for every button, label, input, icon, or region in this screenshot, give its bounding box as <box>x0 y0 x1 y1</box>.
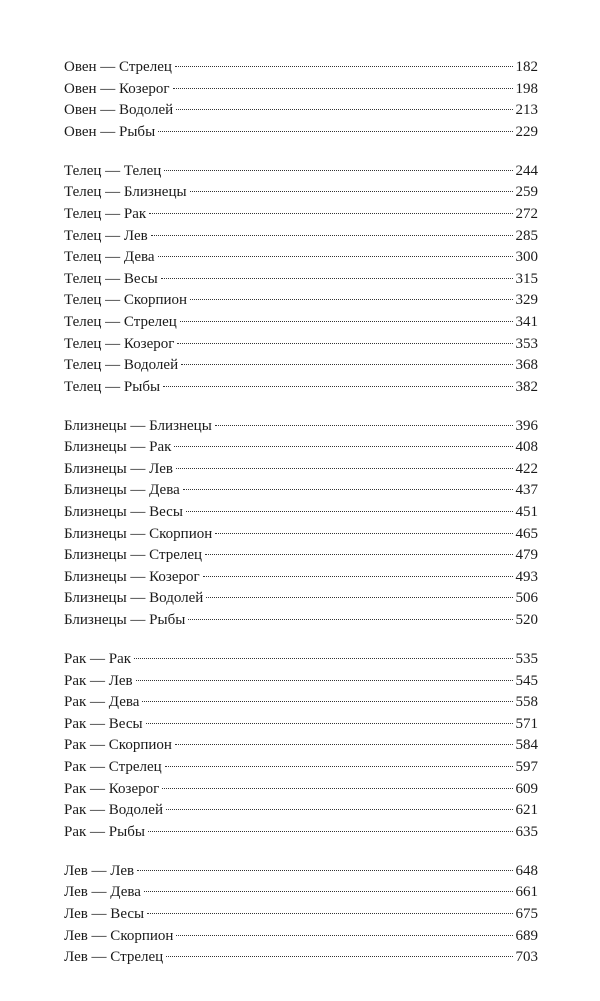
dot-leader <box>190 299 512 300</box>
toc-entry[interactable] <box>64 735 538 757</box>
toc-entry[interactable] <box>64 355 538 377</box>
dot-leader <box>147 913 512 914</box>
toc-entry-page-number: 244 <box>515 162 538 179</box>
dot-leader <box>144 891 513 892</box>
dot-leader <box>176 935 512 936</box>
toc-entry-title: Лев — Весы <box>64 905 145 922</box>
toc-group <box>64 416 538 632</box>
toc-entry-page-number: 300 <box>515 249 538 266</box>
dot-leader <box>215 533 512 534</box>
toc-entry-page-number: 198 <box>515 80 538 97</box>
toc-entry-title: Близнецы — Весы <box>64 504 183 521</box>
toc-entry-title: Телец — Дева <box>64 249 155 266</box>
toc-entry-page-number: 229 <box>515 123 538 140</box>
dot-leader <box>158 131 512 132</box>
dot-leader <box>163 386 512 387</box>
toc-entry-title: Овен — Стрелец <box>64 59 172 75</box>
toc-entry-page-number: 609 <box>515 780 538 797</box>
toc-entry-title: Рак — Стрелец <box>64 758 162 775</box>
toc-entry[interactable] <box>64 57 538 79</box>
dot-leader <box>148 831 513 832</box>
toc-entry-title: Близнецы — Стрелец <box>64 547 203 564</box>
dot-leader <box>188 619 512 620</box>
toc-entry-title: Овен — Козерог <box>64 80 170 97</box>
toc-entry-page-number: 535 <box>515 651 538 668</box>
toc-entry-page-number: 479 <box>515 547 538 564</box>
toc-entry[interactable] <box>64 882 538 904</box>
toc-entry[interactable] <box>64 182 538 204</box>
toc-entry-title: Телец — Лев <box>64 227 148 244</box>
dot-leader <box>166 809 513 810</box>
dot-leader <box>206 597 512 598</box>
dot-leader <box>161 278 513 279</box>
toc-entry[interactable] <box>64 416 538 438</box>
toc-entry-page-number: 285 <box>515 227 538 244</box>
dot-leader <box>137 870 512 871</box>
toc-entry-page-number: 437 <box>515 482 538 499</box>
toc-entry[interactable] <box>64 714 538 736</box>
dot-leader <box>146 723 513 724</box>
toc-entry-title: Телец — Водолей <box>64 357 179 374</box>
toc-entry-page-number: 329 <box>515 292 538 309</box>
toc-entry[interactable] <box>64 161 538 183</box>
toc-entry-title: Рак — Скорпион <box>64 737 172 754</box>
dot-leader <box>166 956 512 957</box>
toc-entry-title: Телец — Близнецы <box>64 184 187 201</box>
toc-entry[interactable] <box>64 437 538 459</box>
toc-entry[interactable] <box>64 480 538 502</box>
toc-entry-page-number: 341 <box>515 313 538 330</box>
table-of-contents <box>64 57 538 969</box>
dot-leader <box>174 446 512 447</box>
toc-entry-page-number: 408 <box>515 439 538 456</box>
toc-entry-title: Близнецы — Дева <box>64 482 180 499</box>
dot-leader <box>134 658 512 659</box>
toc-group <box>64 57 538 143</box>
toc-entry-title: Телец — Рыбы <box>64 378 161 395</box>
toc-entry-page-number: 506 <box>515 590 538 607</box>
dot-leader <box>165 766 513 767</box>
toc-entry-page-number: 272 <box>515 205 538 222</box>
dot-leader <box>175 744 513 745</box>
toc-entry-title: Близнецы — Скорпион <box>64 525 213 542</box>
toc-entry-page-number: 621 <box>515 802 538 819</box>
toc-entry[interactable] <box>64 567 538 589</box>
toc-entry-title: Овен — Водолей <box>64 102 174 119</box>
toc-entry-page-number: 213 <box>515 102 538 119</box>
toc-entry[interactable] <box>64 588 538 610</box>
toc-entry-title: Рак — Лев <box>64 672 133 689</box>
dot-leader <box>177 343 512 344</box>
toc-entry-title: Телец — Стрелец <box>64 313 177 330</box>
toc-entry-page-number: 422 <box>515 460 538 477</box>
toc-entry-title: Близнецы — Рак <box>64 439 172 456</box>
toc-entry-title: Рак — Рыбы <box>64 823 145 840</box>
dot-leader <box>186 511 513 512</box>
dot-leader <box>164 170 512 171</box>
dot-leader <box>190 191 513 192</box>
toc-entry-title: Лев — Скорпион <box>64 927 174 944</box>
toc-entry-page-number: 396 <box>515 417 538 434</box>
toc-entry-title: Рак — Козерог <box>64 780 160 797</box>
toc-entry-title: Близнецы — Рыбы <box>64 612 186 629</box>
toc-entry-title: Лев — Дева <box>64 884 141 901</box>
toc-entry-title: Рак — Весы <box>64 715 143 732</box>
toc-entry-page-number: 368 <box>515 357 538 374</box>
dot-leader <box>173 88 513 89</box>
toc-entry-page-number: 661 <box>515 884 538 901</box>
toc-entry-page-number: 520 <box>515 612 538 629</box>
toc-entry-page-number: 493 <box>515 568 538 585</box>
toc-entry[interactable] <box>64 122 538 144</box>
toc-entry[interactable] <box>64 692 538 714</box>
toc-entry-page-number: 545 <box>515 672 538 689</box>
toc-entry[interactable] <box>64 79 538 101</box>
toc-entry-page-number: 465 <box>515 525 538 542</box>
toc-entry[interactable] <box>64 377 538 399</box>
toc-group <box>64 861 538 969</box>
toc-entry[interactable] <box>64 671 538 693</box>
toc-entry-page-number: 689 <box>515 927 538 944</box>
toc-entry-title: Телец — Весы <box>64 270 158 287</box>
toc-entry-title: Близнецы — Козерог <box>64 568 200 585</box>
toc-entry[interactable] <box>64 757 538 779</box>
toc-entry[interactable] <box>64 502 538 524</box>
toc-entry-page-number: 451 <box>515 504 538 521</box>
toc-entry-page-number: 558 <box>515 694 538 711</box>
toc-entry-title: Лев — Лев <box>64 862 135 879</box>
toc-entry[interactable] <box>64 947 538 969</box>
toc-entry[interactable] <box>64 459 538 481</box>
toc-entry-page-number: 703 <box>515 949 538 966</box>
toc-entry-page-number: 315 <box>515 270 538 287</box>
toc-entry[interactable] <box>64 226 538 248</box>
toc-entry[interactable] <box>64 800 538 822</box>
toc-entry-page-number: 182 <box>515 59 538 75</box>
toc-entry[interactable] <box>64 545 538 567</box>
toc-entry[interactable] <box>64 610 538 632</box>
dot-leader <box>149 213 512 214</box>
toc-entry-title: Рак — Рак <box>64 651 132 668</box>
toc-entry[interactable] <box>64 312 538 334</box>
dot-leader <box>205 554 512 555</box>
toc-entry-title: Овен — Рыбы <box>64 123 156 140</box>
toc-entry[interactable] <box>64 334 538 356</box>
dot-leader <box>183 489 513 490</box>
toc-entry-title: Рак — Водолей <box>64 802 163 819</box>
toc-entry-title: Близнецы — Водолей <box>64 590 204 607</box>
dot-leader <box>136 680 513 681</box>
toc-entry-title: Телец — Телец <box>64 162 162 179</box>
dot-leader <box>176 468 513 469</box>
toc-entry-page-number: 584 <box>515 737 538 754</box>
dot-leader <box>180 321 513 322</box>
toc-entry[interactable] <box>64 779 538 801</box>
toc-entry[interactable] <box>64 649 538 671</box>
toc-entry-title: Рак — Дева <box>64 694 140 711</box>
dot-leader <box>181 364 512 365</box>
dot-leader <box>158 256 513 257</box>
toc-entry[interactable] <box>64 100 538 122</box>
toc-entry-title: Телец — Рак <box>64 205 147 222</box>
dot-leader <box>203 576 513 577</box>
toc-entry-page-number: 635 <box>515 823 538 840</box>
dot-leader <box>142 701 512 702</box>
toc-entry-page-number: 259 <box>515 184 538 201</box>
toc-group <box>64 161 538 399</box>
toc-entry[interactable] <box>64 290 538 312</box>
dot-leader <box>151 235 513 236</box>
toc-entry[interactable] <box>64 204 538 226</box>
dot-leader <box>176 109 512 110</box>
toc-entry-page-number: 571 <box>515 715 538 732</box>
toc-entry[interactable] <box>64 247 538 269</box>
toc-entry[interactable] <box>64 269 538 291</box>
toc-entry-title: Телец — Козерог <box>64 335 175 352</box>
dot-leader <box>215 425 513 426</box>
toc-entry[interactable] <box>64 904 538 926</box>
toc-entry[interactable] <box>64 926 538 948</box>
toc-entry[interactable] <box>64 524 538 546</box>
toc-entry-title: Телец — Скорпион <box>64 292 188 309</box>
toc-entry-title: Близнецы — Близнецы <box>64 417 212 434</box>
dot-leader <box>162 788 512 789</box>
toc-entry-title: Лев — Стрелец <box>64 949 164 966</box>
toc-entry-title: Близнецы — Лев <box>64 460 173 477</box>
toc-group <box>64 649 538 843</box>
toc-entry[interactable] <box>64 822 538 844</box>
toc-entry-page-number: 382 <box>515 378 538 395</box>
toc-entry-page-number: 648 <box>515 862 538 879</box>
toc-entry[interactable] <box>64 861 538 883</box>
toc-entry-page-number: 675 <box>515 905 538 922</box>
toc-entry-page-number: 597 <box>515 758 538 775</box>
dot-leader <box>175 66 513 67</box>
toc-entry-page-number: 353 <box>515 335 538 352</box>
